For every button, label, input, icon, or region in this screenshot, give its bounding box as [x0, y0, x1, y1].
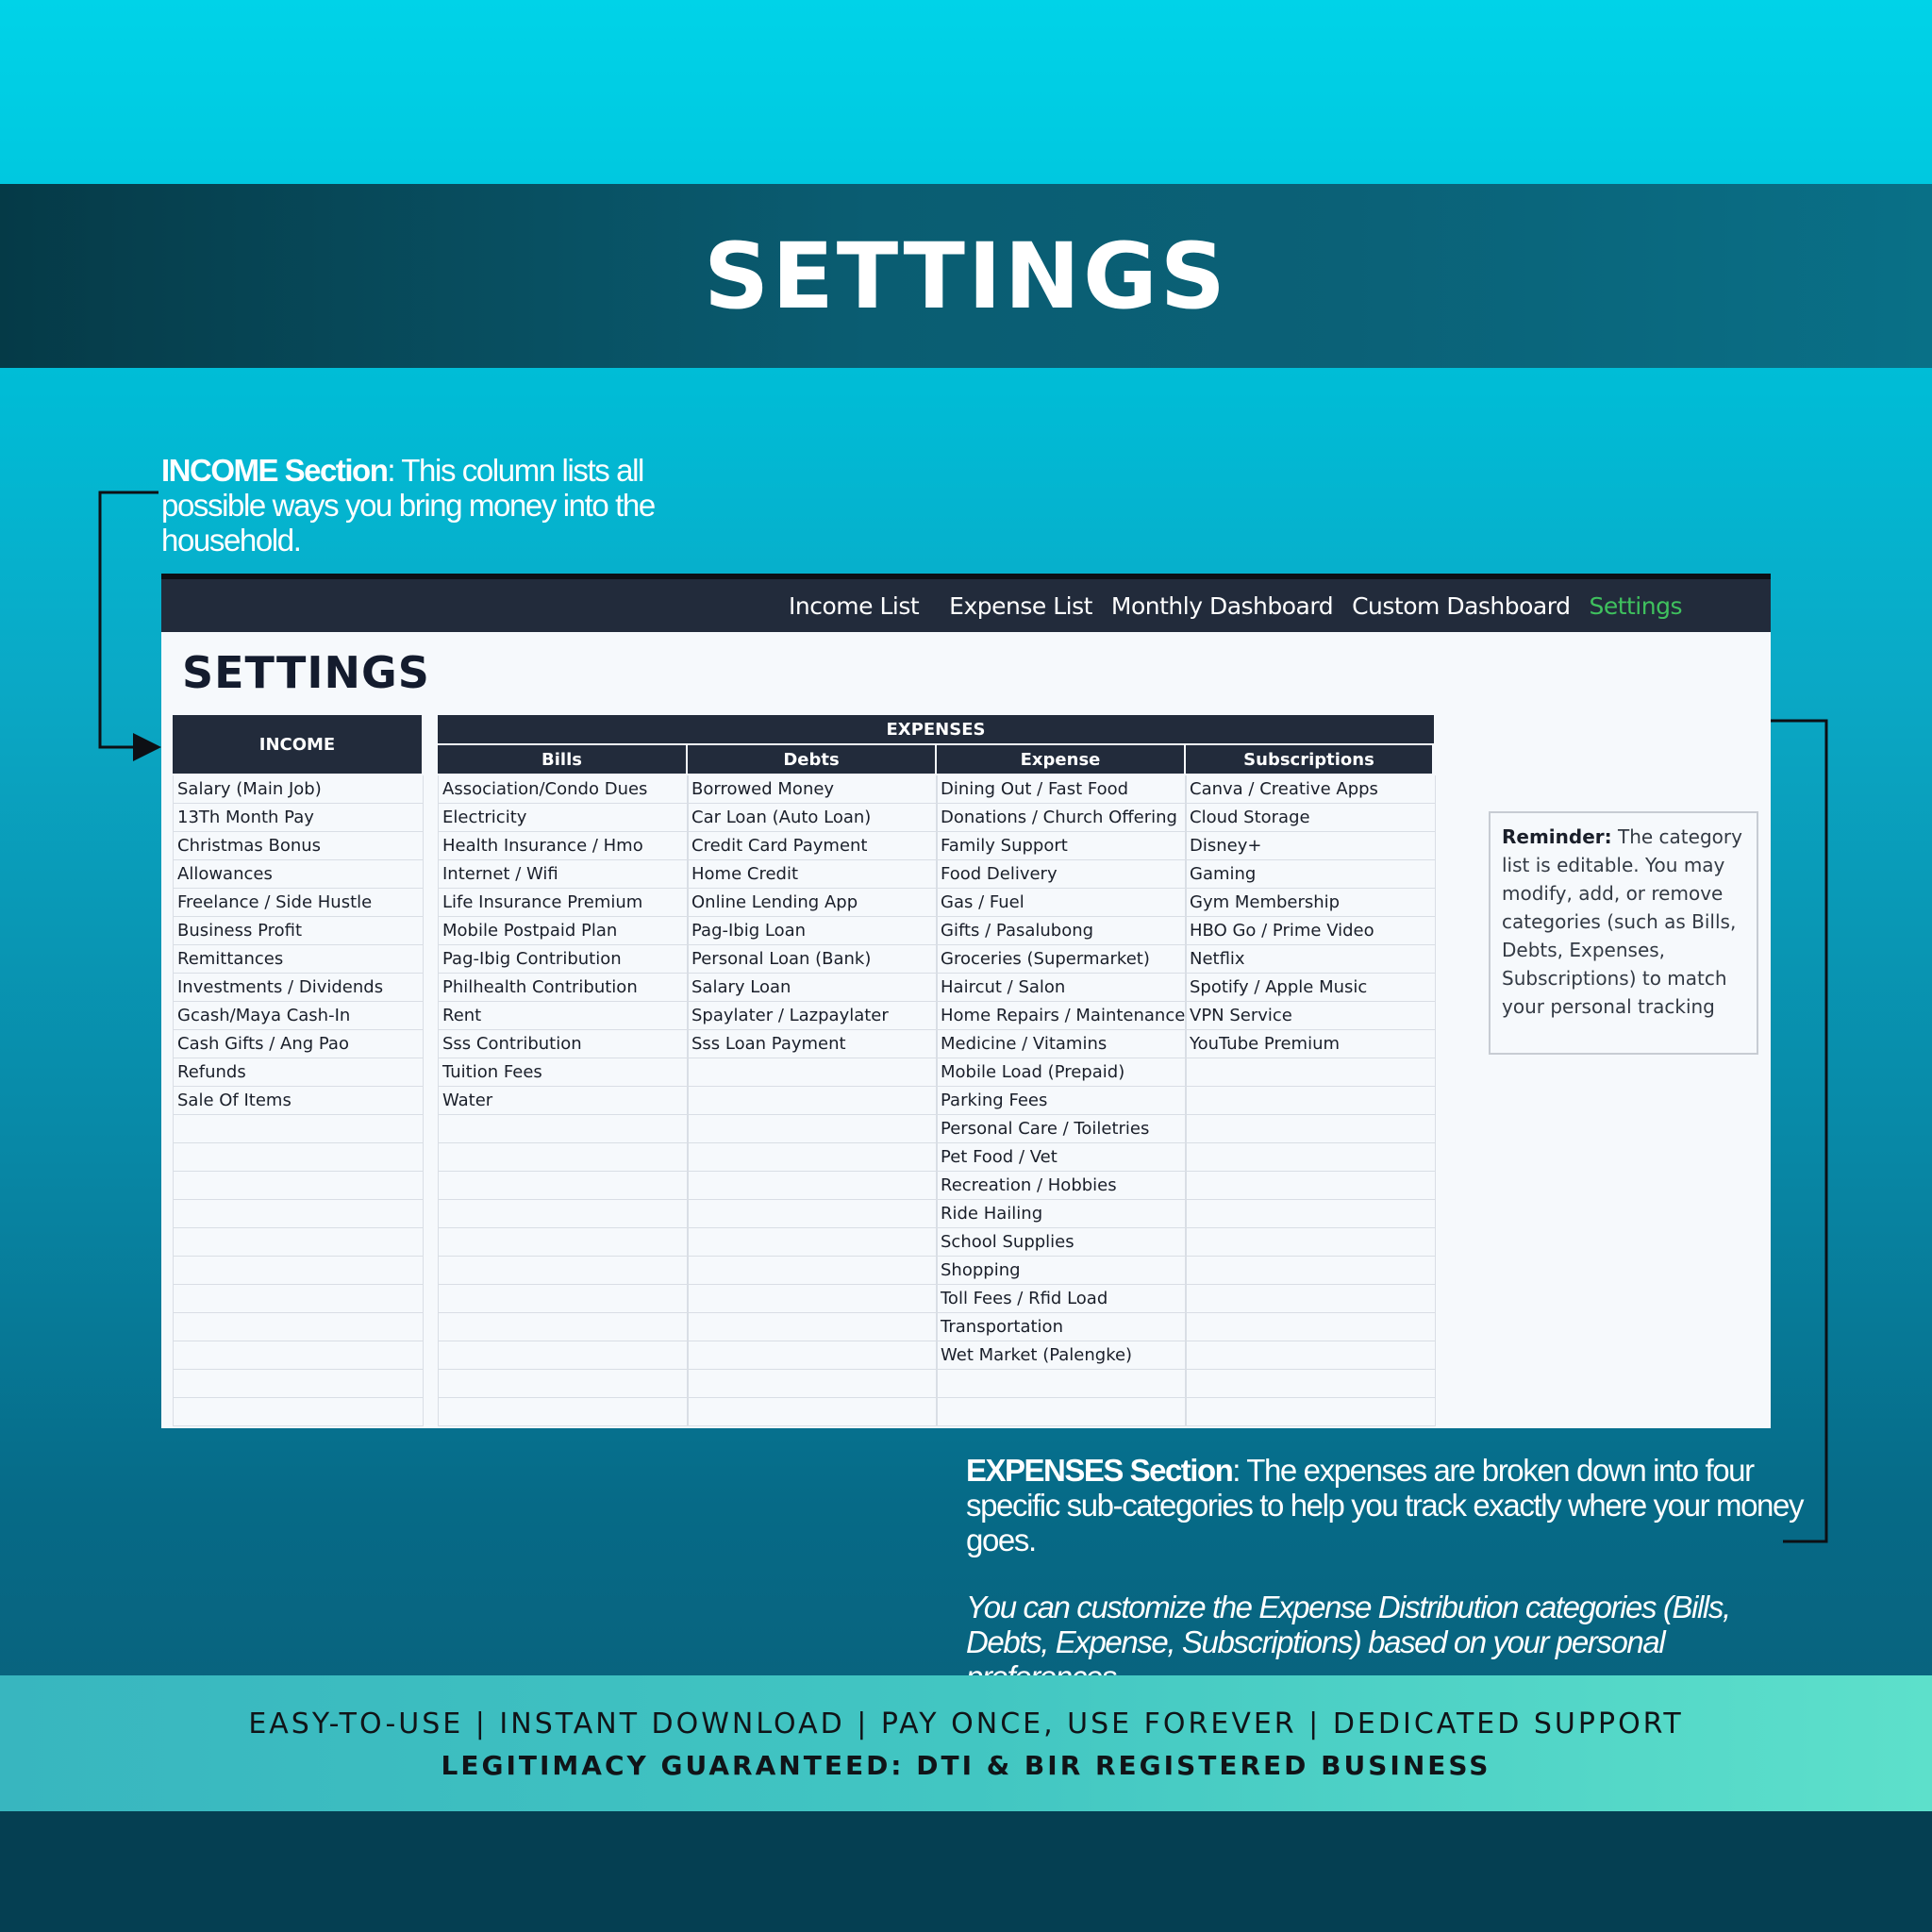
list-item[interactable]: Rent: [439, 1002, 688, 1030]
list-item[interactable]: [174, 1172, 423, 1200]
expenses-note-italic: You can customize the Expense Distribution categories (Bills, Debts, Expense, Subscriptions) based on your personal: [966, 1590, 1730, 1659]
top-nav: [161, 579, 1771, 632]
expenses-note: [966, 1453, 1806, 1694]
list-item[interactable]: [174, 1285, 423, 1313]
subscriptions-header: Subscriptions: [1186, 745, 1434, 774]
list-item[interactable]: Life Insurance Premium: [439, 889, 688, 917]
list-item[interactable]: Pag-Ibig Loan: [688, 917, 937, 945]
list-item[interactable]: [439, 1228, 688, 1257]
list-item[interactable]: Water: [439, 1087, 688, 1115]
list-item[interactable]: [688, 1115, 937, 1143]
list-item[interactable]: Mobile Postpaid Plan: [439, 917, 688, 945]
list-item[interactable]: [688, 1143, 937, 1172]
list-item[interactable]: Home Credit: [688, 860, 937, 889]
nav-monthly-dashboard[interactable]: Monthly Dashboard: [1110, 591, 1334, 620]
nav-settings[interactable]: Settings: [1589, 591, 1682, 620]
list-item[interactable]: Canva / Creative Apps: [1186, 775, 1435, 804]
list-item[interactable]: Gaming: [1186, 860, 1435, 889]
page-title: SETTINGS: [704, 223, 1228, 329]
list-item[interactable]: [688, 1200, 937, 1228]
list-item[interactable]: [1186, 1087, 1435, 1115]
list-item[interactable]: Donations / Church Offering: [937, 804, 1186, 832]
list-item[interactable]: Electricity: [439, 804, 688, 832]
list-item[interactable]: [439, 1115, 688, 1143]
list-item[interactable]: [439, 1200, 688, 1228]
list-item[interactable]: Toll Fees / Rfid Load: [937, 1285, 1186, 1313]
debts-header: Debts: [688, 745, 937, 774]
list-item[interactable]: [439, 1143, 688, 1172]
list-item[interactable]: [174, 1115, 423, 1143]
income-header: INCOME: [173, 715, 422, 774]
subscriptions-column: [1185, 775, 1436, 1426]
list-item[interactable]: Credit Card Payment: [688, 832, 937, 860]
list-item[interactable]: [439, 1172, 688, 1200]
income-note: [161, 453, 746, 558]
list-item[interactable]: [688, 1285, 937, 1313]
list-item[interactable]: [1186, 1058, 1435, 1087]
list-item[interactable]: Association/Condo Dues: [439, 775, 688, 804]
debts-column: [687, 775, 938, 1426]
list-item[interactable]: [1186, 1115, 1435, 1143]
list-item[interactable]: [174, 1257, 423, 1285]
list-item[interactable]: Christmas Bonus: [174, 832, 423, 860]
list-item[interactable]: Pet Food / Vet: [937, 1143, 1186, 1172]
list-item[interactable]: Gcash/Maya Cash-In: [174, 1002, 423, 1030]
legitimacy-line: LEGITIMACY GUARANTEED: DTI & BIR REGISTERED BUSINESS: [441, 1750, 1491, 1781]
list-item[interactable]: [439, 1285, 688, 1313]
list-item[interactable]: Shopping: [937, 1257, 1186, 1285]
expenses-note-text: : The expenses are broken down into four specific sub-categories to help you track exactly where your money goes.: [966, 1453, 1804, 1557]
list-item[interactable]: Transportation: [937, 1313, 1186, 1341]
title-band: [0, 184, 1932, 368]
list-item[interactable]: HBO Go / Prime Video: [1186, 917, 1435, 945]
list-item[interactable]: [174, 1370, 423, 1398]
list-item[interactable]: Remittances: [174, 945, 423, 974]
features-band: [0, 1675, 1932, 1811]
list-item[interactable]: Haircut / Salon: [937, 974, 1186, 1002]
list-item[interactable]: Cloud Storage: [1186, 804, 1435, 832]
list-item[interactable]: [1186, 1228, 1435, 1257]
reminder-box: [1489, 811, 1758, 1055]
list-item[interactable]: [1186, 1285, 1435, 1313]
list-item[interactable]: [688, 1228, 937, 1257]
income-connector: [100, 492, 158, 747]
list-item[interactable]: [1186, 1313, 1435, 1341]
list-item[interactable]: [1186, 1143, 1435, 1172]
list-item[interactable]: Sss Contribution: [439, 1030, 688, 1058]
bills-header: Bills: [438, 745, 688, 774]
list-item[interactable]: [439, 1398, 688, 1426]
expenses-note-bold: EXPENSES Section: [966, 1453, 1233, 1488]
list-item[interactable]: [688, 1370, 937, 1398]
list-item[interactable]: Car Loan (Auto Loan): [688, 804, 937, 832]
list-item[interactable]: Family Support: [937, 832, 1186, 860]
list-item[interactable]: Salary (Main Job): [174, 775, 423, 804]
features-line: EASY-TO-USE | INSTANT DOWNLOAD | PAY ONCE, USE FOREVER | DEDICATED SUPPORT: [248, 1707, 1684, 1740]
reminder-bold: Reminder:: [1502, 825, 1612, 848]
list-item[interactable]: [174, 1200, 423, 1228]
expense-column: [936, 775, 1187, 1426]
list-item[interactable]: Home Repairs / Maintenance: [937, 1002, 1186, 1030]
list-item[interactable]: Borrowed Money: [688, 775, 937, 804]
list-item[interactable]: Allowances: [174, 860, 423, 889]
list-item[interactable]: Mobile Load (Prepaid): [937, 1058, 1186, 1087]
list-item[interactable]: [439, 1257, 688, 1285]
footer-band: [0, 1811, 1932, 1932]
list-item[interactable]: [1186, 1200, 1435, 1228]
list-item[interactable]: [439, 1370, 688, 1398]
spreadsheet-screenshot: [161, 574, 1771, 1428]
list-item[interactable]: Spotify / Apple Music: [1186, 974, 1435, 1002]
list-item[interactable]: Internet / Wifi: [439, 860, 688, 889]
list-item[interactable]: Disney+: [1186, 832, 1435, 860]
list-item[interactable]: [1186, 1370, 1435, 1398]
list-item[interactable]: Online Lending App: [688, 889, 937, 917]
list-item[interactable]: [688, 1058, 937, 1087]
list-item[interactable]: Wet Market (Palengke): [937, 1341, 1186, 1370]
list-item[interactable]: Gym Membership: [1186, 889, 1435, 917]
list-item[interactable]: Dining Out / Fast Food: [937, 775, 1186, 804]
list-item[interactable]: Investments / Dividends: [174, 974, 423, 1002]
list-item[interactable]: [688, 1341, 937, 1370]
list-item[interactable]: Health Insurance / Hmo: [439, 832, 688, 860]
list-item[interactable]: [439, 1313, 688, 1341]
list-item[interactable]: Sss Loan Payment: [688, 1030, 937, 1058]
list-item[interactable]: [1186, 1172, 1435, 1200]
sheet-title: SETTINGS: [182, 647, 430, 698]
bills-column: [438, 775, 689, 1426]
list-item[interactable]: Sale Of Items: [174, 1087, 423, 1115]
nav-expense-list[interactable]: Expense List: [949, 591, 1092, 620]
list-item[interactable]: [688, 1313, 937, 1341]
list-item[interactable]: VPN Service: [1186, 1002, 1435, 1030]
list-item[interactable]: [688, 1398, 937, 1426]
expenses-header: EXPENSES: [438, 715, 1434, 743]
list-item[interactable]: Ride Hailing: [937, 1200, 1186, 1228]
list-item[interactable]: Cash Gifts / Ang Pao: [174, 1030, 423, 1058]
list-item[interactable]: [1186, 1257, 1435, 1285]
list-item[interactable]: [174, 1313, 423, 1341]
list-item[interactable]: [937, 1370, 1186, 1398]
list-item[interactable]: YouTube Premium: [1186, 1030, 1435, 1058]
list-item[interactable]: Pag-Ibig Contribution: [439, 945, 688, 974]
list-item[interactable]: Refunds: [174, 1058, 423, 1087]
list-item[interactable]: [688, 1172, 937, 1200]
list-item[interactable]: [439, 1341, 688, 1370]
list-item[interactable]: [688, 1087, 937, 1115]
income-column: [173, 775, 424, 1426]
list-item[interactable]: Recreation / Hobbies: [937, 1172, 1186, 1200]
list-item[interactable]: Gas / Fuel: [937, 889, 1186, 917]
expense-header: Expense: [937, 745, 1186, 774]
list-item[interactable]: Business Profit: [174, 917, 423, 945]
list-item[interactable]: Freelance / Side Hustle: [174, 889, 423, 917]
list-item[interactable]: Parking Fees: [937, 1087, 1186, 1115]
list-item[interactable]: Netflix: [1186, 945, 1435, 974]
list-item[interactable]: [1186, 1398, 1435, 1426]
income-note-bold: INCOME Section: [161, 453, 388, 488]
reminder-text: The category list is editable. You may modify, add, or remove categories (such as Bills, Debts, Expenses, Subscriptions) to match your personal tracking: [1502, 825, 1742, 1018]
list-item[interactable]: [174, 1341, 423, 1370]
nav-income-list[interactable]: Income List: [789, 591, 920, 620]
list-item[interactable]: [937, 1398, 1186, 1426]
list-item[interactable]: [174, 1398, 423, 1426]
list-item[interactable]: Tuition Fees: [439, 1058, 688, 1087]
list-item[interactable]: Food Delivery: [937, 860, 1186, 889]
income-note-text: : This column lists all possible ways you bring money into the household.: [161, 453, 655, 558]
list-item[interactable]: [174, 1143, 423, 1172]
list-item[interactable]: Gifts / Pasalubong: [937, 917, 1186, 945]
list-item[interactable]: 13Th Month Pay: [174, 804, 423, 832]
list-item[interactable]: Personal Loan (Bank): [688, 945, 937, 974]
nav-custom-dashboard[interactable]: Custom Dashboard: [1352, 591, 1571, 620]
list-item[interactable]: Spaylater / Lazpaylater: [688, 1002, 937, 1030]
list-item[interactable]: Salary Loan: [688, 974, 937, 1002]
list-item[interactable]: Groceries (Supermarket): [937, 945, 1186, 974]
list-item[interactable]: [1186, 1341, 1435, 1370]
list-item[interactable]: School Supplies: [937, 1228, 1186, 1257]
list-item[interactable]: Personal Care / Toiletries: [937, 1115, 1186, 1143]
list-item[interactable]: Medicine / Vitamins: [937, 1030, 1186, 1058]
list-item[interactable]: [688, 1257, 937, 1285]
list-item[interactable]: [174, 1228, 423, 1257]
list-item[interactable]: Philhealth Contribution: [439, 974, 688, 1002]
